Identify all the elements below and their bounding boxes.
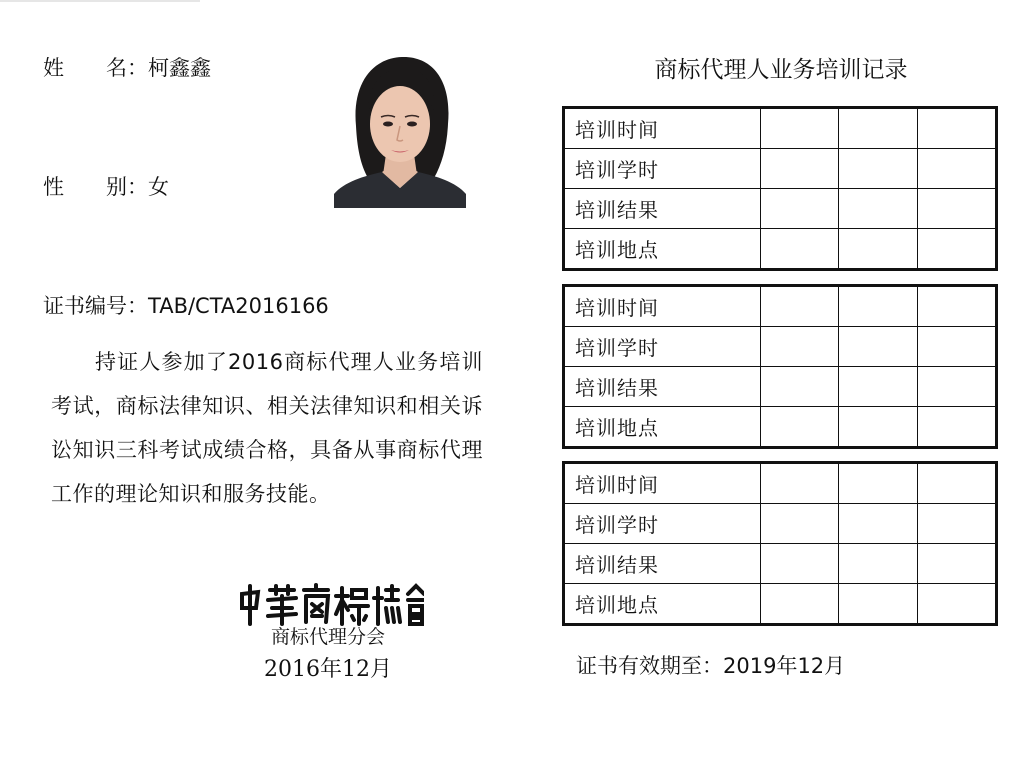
entry-cell <box>839 149 917 189</box>
holder-photo <box>334 54 466 208</box>
issuer-branch: 商标代理分会 <box>270 626 385 648</box>
entry-cell <box>917 367 996 407</box>
name-field <box>43 55 211 81</box>
entry-cell <box>760 229 838 270</box>
row-label: 培训学时 <box>564 504 761 544</box>
row-label: 培训学时 <box>564 327 761 367</box>
validity-label: 证书有效期至： <box>576 654 723 678</box>
entry-cell <box>839 504 917 544</box>
entry-cell <box>839 367 917 407</box>
entry-cell <box>760 189 838 229</box>
entry-cell <box>839 108 917 149</box>
issue-date: 2016年12月 <box>264 657 392 682</box>
row-label: 培训地点 <box>564 407 761 448</box>
table-row <box>564 108 997 149</box>
name-value: 柯鑫鑫 <box>148 56 211 80</box>
gender-value: 女 <box>148 175 169 199</box>
table-row <box>564 367 997 407</box>
row-label: 培训地点 <box>564 229 761 270</box>
certification-statement: 持证人参加了2016商标代理人业务培训考试，商标法律知识、相关法律知识和相关诉讼知识三科考试成绩合格，具备从事商标代理工作的理论知识和服务技能。 <box>51 350 483 506</box>
entry-cell <box>839 407 917 448</box>
certificate-number-label: 证书编号： <box>43 294 148 318</box>
name-label: 姓 名： <box>43 56 148 80</box>
table-row <box>564 407 997 448</box>
entry-cell <box>917 407 996 448</box>
row-label: 培训时间 <box>564 286 761 327</box>
training-record-title: 商标代理人业务培训记录 <box>654 57 908 83</box>
entry-cell <box>917 327 996 367</box>
entry-cell <box>917 286 996 327</box>
entry-cell <box>917 504 996 544</box>
row-label: 培训地点 <box>564 584 761 625</box>
table-row <box>564 504 997 544</box>
validity-field <box>576 653 845 679</box>
entry-cell <box>917 229 996 270</box>
table-row <box>564 327 997 367</box>
entry-cell <box>839 544 917 584</box>
row-label: 培训时间 <box>564 108 761 149</box>
entry-cell <box>760 286 838 327</box>
row-label: 培训学时 <box>564 149 761 189</box>
entry-cell <box>760 544 838 584</box>
validity-value: 2019年12月 <box>723 654 846 678</box>
entry-cell <box>839 463 917 504</box>
entry-cell <box>760 327 838 367</box>
association-logo-calligraphy <box>232 582 424 626</box>
top-edge-line <box>0 0 200 2</box>
association-logo-text: 中華商標協會 <box>232 622 238 623</box>
training-record-block-3 <box>562 461 998 626</box>
entry-cell <box>839 327 917 367</box>
table-row <box>564 463 997 504</box>
table-row <box>564 189 997 229</box>
certificate-number-value: TAB/CTA2016166 <box>148 294 329 318</box>
table-row <box>564 544 997 584</box>
training-record-block-2 <box>562 284 998 449</box>
entry-cell <box>760 584 838 625</box>
entry-cell <box>917 584 996 625</box>
entry-cell <box>760 407 838 448</box>
row-label: 培训结果 <box>564 189 761 229</box>
entry-cell <box>917 189 996 229</box>
entry-cell <box>917 108 996 149</box>
entry-cell <box>917 544 996 584</box>
training-record-block-1 <box>562 106 998 271</box>
entry-cell <box>917 463 996 504</box>
entry-cell <box>760 463 838 504</box>
entry-cell <box>760 108 838 149</box>
table-row <box>564 229 997 270</box>
entry-cell <box>839 584 917 625</box>
entry-cell <box>839 286 917 327</box>
gender-label: 性 别： <box>43 175 148 199</box>
table-row <box>564 149 997 189</box>
entry-cell <box>839 229 917 270</box>
table-row <box>564 584 997 625</box>
entry-cell <box>760 504 838 544</box>
entry-cell <box>760 367 838 407</box>
entry-cell <box>917 149 996 189</box>
entry-cell <box>760 149 838 189</box>
row-label: 培训时间 <box>564 463 761 504</box>
row-label: 培训结果 <box>564 544 761 584</box>
certificate-number <box>43 293 329 319</box>
gender-field <box>43 174 169 200</box>
entry-cell <box>839 189 917 229</box>
table-row <box>564 286 997 327</box>
row-label: 培训结果 <box>564 367 761 407</box>
